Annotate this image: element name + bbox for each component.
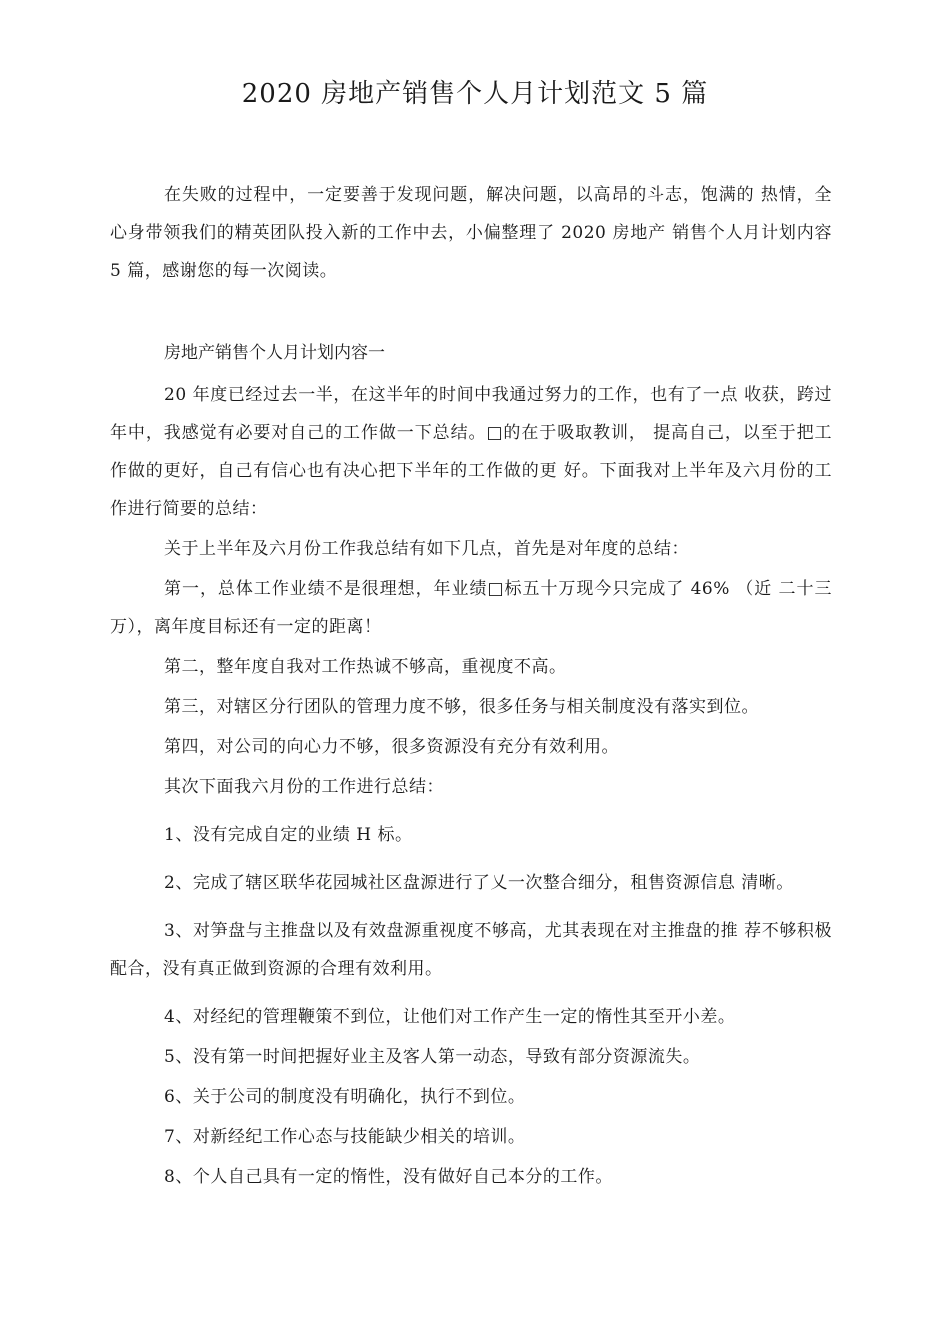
intro-paragraph: 在失败的过程中，一定要善于发现问题，解决问题，以高昂的斗志，饱满的 热情，全心身带领我们的精英团队投入新的工作中去，小偏整理了 2020 房地产 销售个人月计划内容 5 篇，感谢您的每一次阅读。 <box>110 185 832 281</box>
list-item: 8、个人自己具有一定的惰性，没有做好自己本分的工作。 <box>164 1167 613 1187</box>
section-heading: 房地产销售个人月计划内容一 <box>164 343 385 363</box>
body-paragraph: 关于上半年及六月份工作我总结有如下几点，首先是对年度的总结： <box>164 539 689 559</box>
list-item: 7、对新经纪工作心态与技能缺少相关的培训。 <box>164 1127 526 1147</box>
document-body <box>110 376 832 1196</box>
list-item: 4、对经纪的管理鞭策不到位，让他们对工作产生一定的惰性其至开小差。 <box>164 1007 736 1027</box>
body-paragraph: 第三，对辖区分行团队的管理力度不够，很多任务与相关制度没有落实到位。 <box>164 697 759 717</box>
body-paragraph: 第一，总体工作业绩不是很理想，年业绩□标五十万现今只完成了 46% （近 二十三万），离年度目标还有一定的距离！ <box>110 579 832 637</box>
list-item: 5、没有第一时间把握好业主及客人第一动态，导致有部分资源流失。 <box>164 1047 701 1067</box>
list-item: 3、对笋盘与主推盘以及有效盘源重视度不够高，尤其表现在对主推盘的推 荐不够积极配合，没有真正做到资源的合理有效利用。 <box>110 921 832 979</box>
document-title: 2020 房地产销售个人月计划范文 5 篇 <box>241 79 709 109</box>
body-paragraph: 其次下面我六月份的工作进行总结： <box>164 777 444 797</box>
body-paragraph: 20 年度已经过去一半，在这半年的时间中我通过努力的工作，也有了一点 收获，跨过年中，我感觉有必要对自己的工作做一下总结。□的在于吸取教训， 提高自己，以至于把工作做的更好，自己有信心也有决心把下半年的工作做的更 好。下面我对上半年及六月份的工作进行简要的总结： <box>110 385 832 519</box>
list-item: 6、关于公司的制度没有明确化，执行不到位。 <box>164 1087 526 1107</box>
list-item: 2、完成了辖区联华花园城社区盘源进行了乂一次整合细分，租售资源信息 清晰。 <box>164 873 794 893</box>
body-paragraph: 第二，整年度自我对工作热诚不够高，重视度不高。 <box>164 657 567 677</box>
list-item: 1、没有完成自定的业绩 H 标。 <box>164 825 413 845</box>
body-paragraph: 第四，对公司的向心力不够，很多资源没有充分有效利用。 <box>164 737 619 757</box>
